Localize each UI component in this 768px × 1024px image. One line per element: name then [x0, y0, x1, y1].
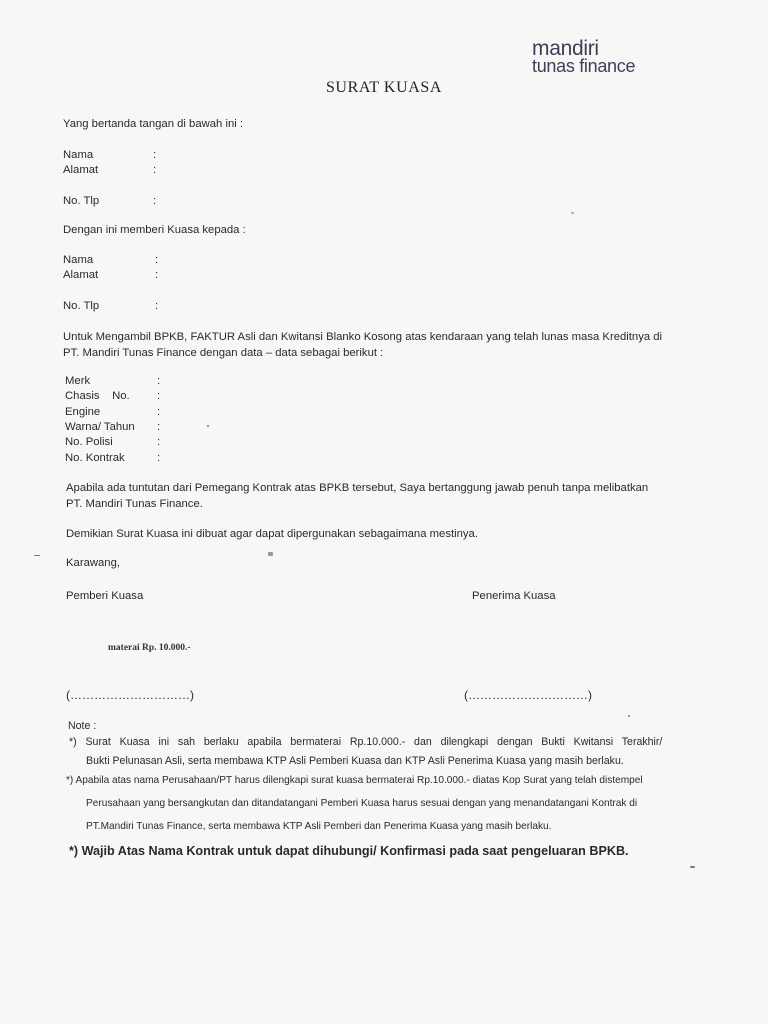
colon: : — [153, 164, 157, 176]
colon: : — [157, 406, 161, 418]
vehicle-plate-label: No. Polisi — [65, 436, 113, 448]
scan-speck — [268, 552, 273, 556]
vehicle-chassis-label: Chasis No. — [65, 390, 130, 402]
grantee-phone-label: No. Tlp — [63, 300, 100, 312]
scan-speck — [690, 866, 695, 868]
colon: : — [153, 149, 157, 161]
colon: : — [157, 421, 161, 433]
intro-text: Yang bertanda tangan di bawah ini : — [63, 118, 244, 130]
scan-speck — [34, 555, 40, 556]
closing-text: Demikian Surat Kuasa ini dibuat agar dapat dipergunakan sebagaimana mestinya. — [66, 528, 478, 540]
stamp-duty-note: materai Rp. 10.000.- — [108, 643, 191, 653]
colon: : — [157, 390, 161, 402]
colon: : — [157, 452, 161, 464]
note2-line1: *) Apabila atas nama Perusahaan/PT harus dilengkapi surat kuasa bermaterai Rp.10.000.- diatas Kop Surat yang telah distempel — [66, 775, 643, 786]
mandatory-note: *) Wajib Atas Nama Kontrak untuk dapat dihubungi/ Konfirmasi pada saat pengeluaran BPKB. — [69, 844, 629, 858]
grantee-signature-line: (…………………………) — [464, 688, 592, 702]
note2-line3: PT.Mandiri Tunas Finance, serta membawa KTP Asli Pemberi dan Penerima Kuasa yang masih berlaku. — [86, 821, 552, 832]
grantor-phone-label: No. Tlp — [63, 195, 100, 207]
grantee-name-label: Nama — [63, 254, 94, 266]
scan-speck — [207, 425, 209, 427]
company-logo — [532, 38, 662, 75]
purpose-line2: PT. Mandiri Tunas Finance dengan data – data sebagai berikut : — [63, 347, 384, 359]
vehicle-color-year-label: Warna/ Tahun — [65, 421, 135, 433]
logo-line1: mandiri — [532, 37, 599, 60]
colon: : — [153, 195, 157, 207]
colon: : — [155, 254, 159, 266]
colon: : — [155, 269, 159, 281]
vehicle-brand-label: Merk — [65, 375, 91, 387]
colon: : — [155, 300, 159, 312]
grantor-address-label: Alamat — [63, 164, 99, 176]
vehicle-contract-label: No. Kontrak — [65, 452, 125, 464]
scan-speck — [628, 715, 630, 717]
note2-line2: Perusahaan yang bersangkutan dan ditandatangani Pemberi Kuasa harus sesuai dengan yang menandatangani Kontrak di — [86, 798, 638, 809]
grantor-signature-line: (…………………………) — [66, 688, 194, 702]
liability-line2: PT. Mandiri Tunas Finance. — [66, 498, 203, 510]
note1-line1: *) Surat Kuasa ini sah berlaku apabila bermaterai Rp.10.000.- dan dilengkapi dengan Bukti Kwitansi Terakhir/ — [69, 736, 663, 748]
logo-line2: tunas finance — [532, 56, 636, 76]
grantee-address-label: Alamat — [63, 269, 99, 281]
document-title: SURAT KUASA — [325, 79, 443, 96]
scan-speck — [571, 212, 574, 214]
grantor-name-label: Nama — [63, 149, 94, 161]
vehicle-engine-label: Engine — [65, 406, 101, 418]
notes-heading: Note : — [68, 720, 97, 732]
note1-line2: Bukti Pelunasan Asli, serta membawa KTP Asli Pemberi Kuasa dan KTP Asli Penerima Kuasa yang masih berlaku. — [86, 755, 624, 767]
grantor-signer-label: Pemberi Kuasa — [66, 590, 144, 602]
liability-line1: Apabila ada tuntutan dari Pemegang Kontrak atas BPKB tersebut, Saya bertanggung jawab penuh tanpa melibatkan — [66, 482, 649, 494]
grant-text: Dengan ini memberi Kuasa kepada : — [63, 224, 246, 236]
colon: : — [157, 436, 161, 448]
place-text: Karawang, — [66, 557, 121, 569]
grantee-signer-label: Penerima Kuasa — [472, 590, 556, 602]
colon: : — [157, 375, 161, 387]
purpose-line1: Untuk Mengambil BPKB, FAKTUR Asli dan Kwitansi Blanko Kosong atas kendaraan yang telah lunas masa Kreditnya di — [63, 331, 663, 343]
